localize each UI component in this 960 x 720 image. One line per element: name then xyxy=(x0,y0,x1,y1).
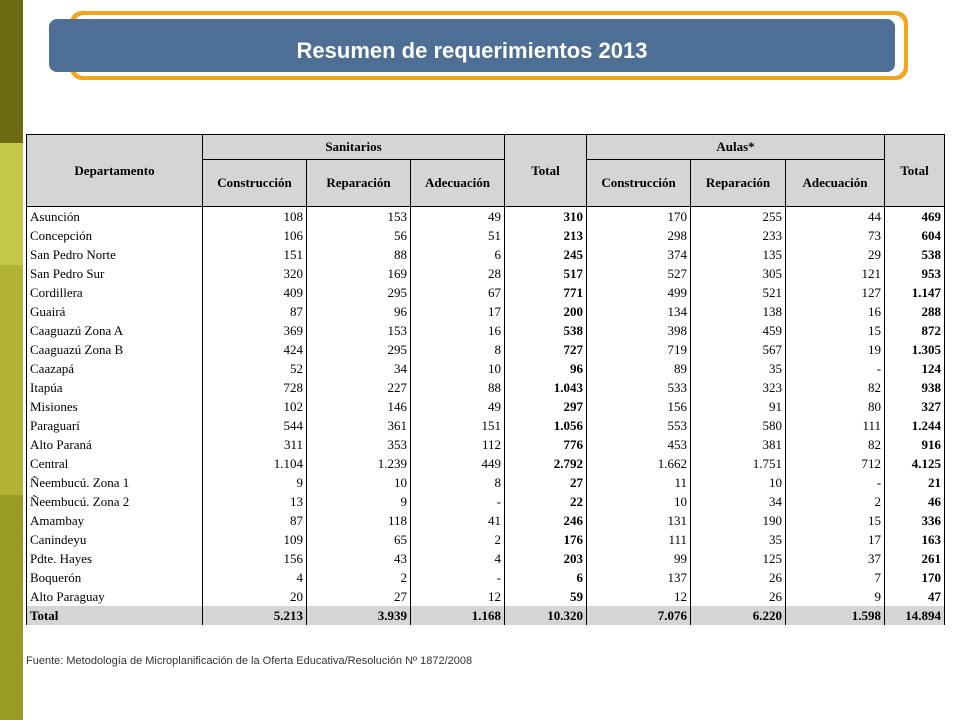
header-aulas-adecuacion: Adecuación xyxy=(786,160,885,207)
cell-aulas-construccion: 453 xyxy=(587,435,691,454)
cell-sanitarios-construccion: 9 xyxy=(203,473,307,492)
cell-sanitarios-total: 213 xyxy=(505,226,587,245)
table-row xyxy=(27,454,945,473)
requirements-table xyxy=(26,134,945,625)
side-accent-segment-mid xyxy=(0,265,23,495)
cell-aulas-adecuacion: 7 xyxy=(786,568,885,587)
side-accent-segment-light xyxy=(0,143,23,265)
cell-sanitarios-reparacion: 65 xyxy=(307,530,411,549)
cell-total-aulas-reparacion: 6.220 xyxy=(691,606,786,625)
cell-sanitarios-construccion: 1.104 xyxy=(203,454,307,473)
cell-aulas-reparacion: 233 xyxy=(691,226,786,245)
cell-aulas-adecuacion: 16 xyxy=(786,302,885,321)
cell-sanitarios-adecuacion: 49 xyxy=(411,207,505,227)
cell-sanitarios-reparacion: 9 xyxy=(307,492,411,511)
cell-departamento: Asunción xyxy=(27,207,203,227)
cell-aulas-construccion: 10 xyxy=(587,492,691,511)
table-row xyxy=(27,587,945,606)
cell-aulas-reparacion: 323 xyxy=(691,378,786,397)
cell-aulas-total: 1.305 xyxy=(885,340,945,359)
cell-sanitarios-construccion: 369 xyxy=(203,321,307,340)
cell-aulas-construccion: 170 xyxy=(587,207,691,227)
cell-sanitarios-reparacion: 43 xyxy=(307,549,411,568)
cell-sanitarios-reparacion: 169 xyxy=(307,264,411,283)
cell-departamento: Caaguazú Zona B xyxy=(27,340,203,359)
cell-sanitarios-adecuacion: 8 xyxy=(411,473,505,492)
cell-aulas-adecuacion: 127 xyxy=(786,283,885,302)
header-aulas-reparacion: Reparación xyxy=(691,160,786,207)
cell-sanitarios-total: 6 xyxy=(505,568,587,587)
cell-departamento: Amambay xyxy=(27,511,203,530)
header-sanitarios: Sanitarios xyxy=(203,135,505,160)
cell-sanitarios-construccion: 320 xyxy=(203,264,307,283)
cell-sanitarios-total: 297 xyxy=(505,397,587,416)
cell-aulas-reparacion: 10 xyxy=(691,473,786,492)
cell-aulas-reparacion: 521 xyxy=(691,283,786,302)
cell-aulas-construccion: 89 xyxy=(587,359,691,378)
cell-aulas-reparacion: 459 xyxy=(691,321,786,340)
cell-sanitarios-total: 27 xyxy=(505,473,587,492)
header-sanitarios-reparacion: Reparación xyxy=(307,160,411,207)
cell-aulas-adecuacion: 15 xyxy=(786,511,885,530)
cell-sanitarios-adecuacion: - xyxy=(411,568,505,587)
cell-sanitarios-adecuacion: 67 xyxy=(411,283,505,302)
cell-aulas-adecuacion: 37 xyxy=(786,549,885,568)
cell-aulas-construccion: 398 xyxy=(587,321,691,340)
cell-aulas-reparacion: 1.751 xyxy=(691,454,786,473)
cell-aulas-total: 288 xyxy=(885,302,945,321)
cell-total-sanitarios-reparacion: 3.939 xyxy=(307,606,411,625)
cell-aulas-total: 124 xyxy=(885,359,945,378)
cell-departamento: Caaguazú Zona A xyxy=(27,321,203,340)
cell-sanitarios-total: 538 xyxy=(505,321,587,340)
cell-aulas-adecuacion: 712 xyxy=(786,454,885,473)
cell-sanitarios-adecuacion: 51 xyxy=(411,226,505,245)
header-aulas-construccion: Construcción xyxy=(587,160,691,207)
cell-sanitarios-total: 203 xyxy=(505,549,587,568)
cell-departamento: Ñeembucú. Zona 1 xyxy=(27,473,203,492)
cell-sanitarios-adecuacion: 41 xyxy=(411,511,505,530)
cell-aulas-total: 938 xyxy=(885,378,945,397)
header-sanitarios-total: Total xyxy=(505,135,587,207)
cell-sanitarios-total: 1.056 xyxy=(505,416,587,435)
slide-title: Resumen de requerimientos 2013 xyxy=(296,38,648,63)
cell-aulas-construccion: 1.662 xyxy=(587,454,691,473)
cell-aulas-reparacion: 26 xyxy=(691,568,786,587)
cell-sanitarios-adecuacion: 2 xyxy=(411,530,505,549)
cell-aulas-construccion: 134 xyxy=(587,302,691,321)
cell-departamento: Cordillera xyxy=(27,283,203,302)
cell-sanitarios-total: 771 xyxy=(505,283,587,302)
cell-sanitarios-reparacion: 10 xyxy=(307,473,411,492)
cell-aulas-construccion: 553 xyxy=(587,416,691,435)
cell-sanitarios-adecuacion: 12 xyxy=(411,587,505,606)
cell-aulas-adecuacion: 121 xyxy=(786,264,885,283)
cell-sanitarios-reparacion: 2 xyxy=(307,568,411,587)
cell-aulas-adecuacion: 44 xyxy=(786,207,885,227)
cell-aulas-construccion: 499 xyxy=(587,283,691,302)
cell-sanitarios-total: 776 xyxy=(505,435,587,454)
cell-departamento: San Pedro Sur xyxy=(27,264,203,283)
table-row xyxy=(27,264,945,283)
cell-departamento: Ñeembucú. Zona 2 xyxy=(27,492,203,511)
cell-sanitarios-reparacion: 96 xyxy=(307,302,411,321)
cell-aulas-adecuacion: 17 xyxy=(786,530,885,549)
cell-aulas-construccion: 156 xyxy=(587,397,691,416)
cell-sanitarios-construccion: 52 xyxy=(203,359,307,378)
cell-sanitarios-reparacion: 361 xyxy=(307,416,411,435)
cell-aulas-adecuacion: - xyxy=(786,359,885,378)
cell-sanitarios-adecuacion: 49 xyxy=(411,397,505,416)
cell-departamento: Alto Paraná xyxy=(27,435,203,454)
cell-sanitarios-adecuacion: 8 xyxy=(411,340,505,359)
table-row xyxy=(27,302,945,321)
cell-aulas-reparacion: 91 xyxy=(691,397,786,416)
cell-aulas-construccion: 12 xyxy=(587,587,691,606)
cell-sanitarios-reparacion: 295 xyxy=(307,340,411,359)
cell-departamento: Central xyxy=(27,454,203,473)
cell-sanitarios-construccion: 13 xyxy=(203,492,307,511)
cell-aulas-total: 953 xyxy=(885,264,945,283)
cell-sanitarios-construccion: 20 xyxy=(203,587,307,606)
cell-departamento: San Pedro Norte xyxy=(27,245,203,264)
cell-sanitarios-total: 245 xyxy=(505,245,587,264)
cell-sanitarios-total: 246 xyxy=(505,511,587,530)
cell-sanitarios-construccion: 544 xyxy=(203,416,307,435)
table-total-row xyxy=(27,606,945,625)
cell-aulas-total: 916 xyxy=(885,435,945,454)
cell-aulas-adecuacion: 80 xyxy=(786,397,885,416)
table-body xyxy=(27,207,945,626)
cell-sanitarios-reparacion: 118 xyxy=(307,511,411,530)
header-departamento: Departamento xyxy=(27,135,203,207)
cell-aulas-construccion: 11 xyxy=(587,473,691,492)
table-row xyxy=(27,207,945,227)
cell-aulas-total: 163 xyxy=(885,530,945,549)
cell-total-aulas-construccion: 7.076 xyxy=(587,606,691,625)
source-note: Fuente: Metodología de Microplanificación de la Oferta Educativa/Resolución Nº 1872/2008 xyxy=(26,655,473,667)
cell-sanitarios-adecuacion: 16 xyxy=(411,321,505,340)
side-accent-segment-dark xyxy=(0,0,23,143)
table-row xyxy=(27,511,945,530)
cell-sanitarios-reparacion: 227 xyxy=(307,378,411,397)
cell-sanitarios-construccion: 728 xyxy=(203,378,307,397)
cell-sanitarios-total: 1.043 xyxy=(505,378,587,397)
cell-sanitarios-reparacion: 146 xyxy=(307,397,411,416)
cell-sanitarios-construccion: 4 xyxy=(203,568,307,587)
cell-aulas-reparacion: 190 xyxy=(691,511,786,530)
cell-sanitarios-adecuacion: 112 xyxy=(411,435,505,454)
cell-aulas-reparacion: 26 xyxy=(691,587,786,606)
cell-aulas-construccion: 131 xyxy=(587,511,691,530)
table-row xyxy=(27,321,945,340)
cell-departamento: Boquerón xyxy=(27,568,203,587)
cell-aulas-total: 170 xyxy=(885,568,945,587)
cell-aulas-total: 336 xyxy=(885,511,945,530)
cell-sanitarios-total: 176 xyxy=(505,530,587,549)
cell-aulas-adecuacion: 19 xyxy=(786,340,885,359)
cell-sanitarios-construccion: 102 xyxy=(203,397,307,416)
table-row xyxy=(27,435,945,454)
cell-aulas-total: 46 xyxy=(885,492,945,511)
cell-sanitarios-total: 2.792 xyxy=(505,454,587,473)
cell-sanitarios-construccion: 424 xyxy=(203,340,307,359)
cell-sanitarios-construccion: 87 xyxy=(203,511,307,530)
cell-aulas-adecuacion: 82 xyxy=(786,435,885,454)
header-aulas-total: Total xyxy=(885,135,945,207)
cell-total-label: Total xyxy=(27,606,203,625)
table-row xyxy=(27,492,945,511)
cell-aulas-construccion: 533 xyxy=(587,378,691,397)
cell-sanitarios-total: 517 xyxy=(505,264,587,283)
cell-aulas-reparacion: 567 xyxy=(691,340,786,359)
cell-sanitarios-construccion: 108 xyxy=(203,207,307,227)
cell-sanitarios-total: 59 xyxy=(505,587,587,606)
cell-sanitarios-reparacion: 34 xyxy=(307,359,411,378)
cell-sanitarios-reparacion: 27 xyxy=(307,587,411,606)
cell-aulas-adecuacion: - xyxy=(786,473,885,492)
cell-aulas-reparacion: 255 xyxy=(691,207,786,227)
table-row xyxy=(27,416,945,435)
table-row xyxy=(27,245,945,264)
table-row xyxy=(27,397,945,416)
cell-sanitarios-adecuacion: 449 xyxy=(411,454,505,473)
table-row xyxy=(27,378,945,397)
cell-sanitarios-total: 22 xyxy=(505,492,587,511)
cell-aulas-total: 1.147 xyxy=(885,283,945,302)
cell-aulas-construccion: 374 xyxy=(587,245,691,264)
header-aulas: Aulas* xyxy=(587,135,885,160)
cell-aulas-reparacion: 125 xyxy=(691,549,786,568)
cell-departamento: Caazapá xyxy=(27,359,203,378)
cell-aulas-adecuacion: 2 xyxy=(786,492,885,511)
cell-aulas-total: 1.244 xyxy=(885,416,945,435)
cell-aulas-total: 872 xyxy=(885,321,945,340)
cell-sanitarios-total: 727 xyxy=(505,340,587,359)
cell-total-sanitarios-construccion: 5.213 xyxy=(203,606,307,625)
cell-aulas-construccion: 99 xyxy=(587,549,691,568)
cell-sanitarios-adecuacion: 151 xyxy=(411,416,505,435)
cell-aulas-construccion: 137 xyxy=(587,568,691,587)
table-row xyxy=(27,530,945,549)
cell-aulas-adecuacion: 29 xyxy=(786,245,885,264)
cell-departamento: Itapúa xyxy=(27,378,203,397)
cell-sanitarios-reparacion: 88 xyxy=(307,245,411,264)
cell-aulas-construccion: 111 xyxy=(587,530,691,549)
cell-sanitarios-total: 96 xyxy=(505,359,587,378)
cell-aulas-adecuacion: 9 xyxy=(786,587,885,606)
cell-departamento: Paraguarí xyxy=(27,416,203,435)
cell-aulas-total: 21 xyxy=(885,473,945,492)
cell-sanitarios-reparacion: 56 xyxy=(307,226,411,245)
cell-sanitarios-construccion: 87 xyxy=(203,302,307,321)
header-sanitarios-construccion: Construcción xyxy=(203,160,307,207)
cell-aulas-construccion: 719 xyxy=(587,340,691,359)
cell-aulas-adecuacion: 15 xyxy=(786,321,885,340)
cell-aulas-adecuacion: 82 xyxy=(786,378,885,397)
cell-sanitarios-adecuacion: - xyxy=(411,492,505,511)
cell-sanitarios-adecuacion: 88 xyxy=(411,378,505,397)
cell-sanitarios-construccion: 151 xyxy=(203,245,307,264)
table-row xyxy=(27,359,945,378)
table-row xyxy=(27,283,945,302)
cell-aulas-construccion: 298 xyxy=(587,226,691,245)
cell-aulas-total: 261 xyxy=(885,549,945,568)
cell-departamento: Pdte. Hayes xyxy=(27,549,203,568)
cell-sanitarios-reparacion: 353 xyxy=(307,435,411,454)
cell-aulas-adecuacion: 73 xyxy=(786,226,885,245)
cell-sanitarios-construccion: 409 xyxy=(203,283,307,302)
cell-aulas-total: 327 xyxy=(885,397,945,416)
cell-sanitarios-construccion: 109 xyxy=(203,530,307,549)
cell-total-sanitarios-total: 10.320 xyxy=(505,606,587,625)
cell-aulas-construccion: 527 xyxy=(587,264,691,283)
cell-sanitarios-adecuacion: 4 xyxy=(411,549,505,568)
cell-aulas-reparacion: 35 xyxy=(691,530,786,549)
cell-aulas-adecuacion: 111 xyxy=(786,416,885,435)
cell-sanitarios-construccion: 106 xyxy=(203,226,307,245)
side-accent-bar xyxy=(0,0,23,720)
cell-sanitarios-reparacion: 295 xyxy=(307,283,411,302)
cell-sanitarios-reparacion: 1.239 xyxy=(307,454,411,473)
side-accent-segment-lower xyxy=(0,495,23,720)
cell-sanitarios-reparacion: 153 xyxy=(307,321,411,340)
cell-aulas-total: 4.125 xyxy=(885,454,945,473)
cell-departamento: Canindeyu xyxy=(27,530,203,549)
cell-aulas-reparacion: 34 xyxy=(691,492,786,511)
cell-aulas-total: 538 xyxy=(885,245,945,264)
cell-aulas-reparacion: 135 xyxy=(691,245,786,264)
cell-sanitarios-adecuacion: 6 xyxy=(411,245,505,264)
cell-departamento: Concepción xyxy=(27,226,203,245)
table-row xyxy=(27,473,945,492)
cell-aulas-reparacion: 580 xyxy=(691,416,786,435)
cell-sanitarios-adecuacion: 17 xyxy=(411,302,505,321)
cell-total-aulas-adecuacion: 1.598 xyxy=(786,606,885,625)
table-row xyxy=(27,568,945,587)
cell-sanitarios-total: 200 xyxy=(505,302,587,321)
table-header xyxy=(27,135,945,207)
cell-sanitarios-construccion: 156 xyxy=(203,549,307,568)
cell-aulas-reparacion: 305 xyxy=(691,264,786,283)
header-sanitarios-adecuacion: Adecuación xyxy=(411,160,505,207)
cell-departamento: Misiones xyxy=(27,397,203,416)
cell-aulas-reparacion: 381 xyxy=(691,435,786,454)
table-row xyxy=(27,226,945,245)
cell-departamento: Alto Paraguay xyxy=(27,587,203,606)
cell-aulas-total: 604 xyxy=(885,226,945,245)
cell-sanitarios-total: 310 xyxy=(505,207,587,227)
cell-total-sanitarios-adecuacion: 1.168 xyxy=(411,606,505,625)
cell-sanitarios-adecuacion: 10 xyxy=(411,359,505,378)
cell-sanitarios-adecuacion: 28 xyxy=(411,264,505,283)
cell-total-aulas-total: 14.894 xyxy=(885,606,945,625)
table-row xyxy=(27,549,945,568)
cell-sanitarios-construccion: 311 xyxy=(203,435,307,454)
table-row xyxy=(27,340,945,359)
cell-aulas-reparacion: 35 xyxy=(691,359,786,378)
cell-departamento: Guairá xyxy=(27,302,203,321)
cell-sanitarios-reparacion: 153 xyxy=(307,207,411,227)
cell-aulas-reparacion: 138 xyxy=(691,302,786,321)
cell-aulas-total: 469 xyxy=(885,207,945,227)
cell-aulas-total: 47 xyxy=(885,587,945,606)
